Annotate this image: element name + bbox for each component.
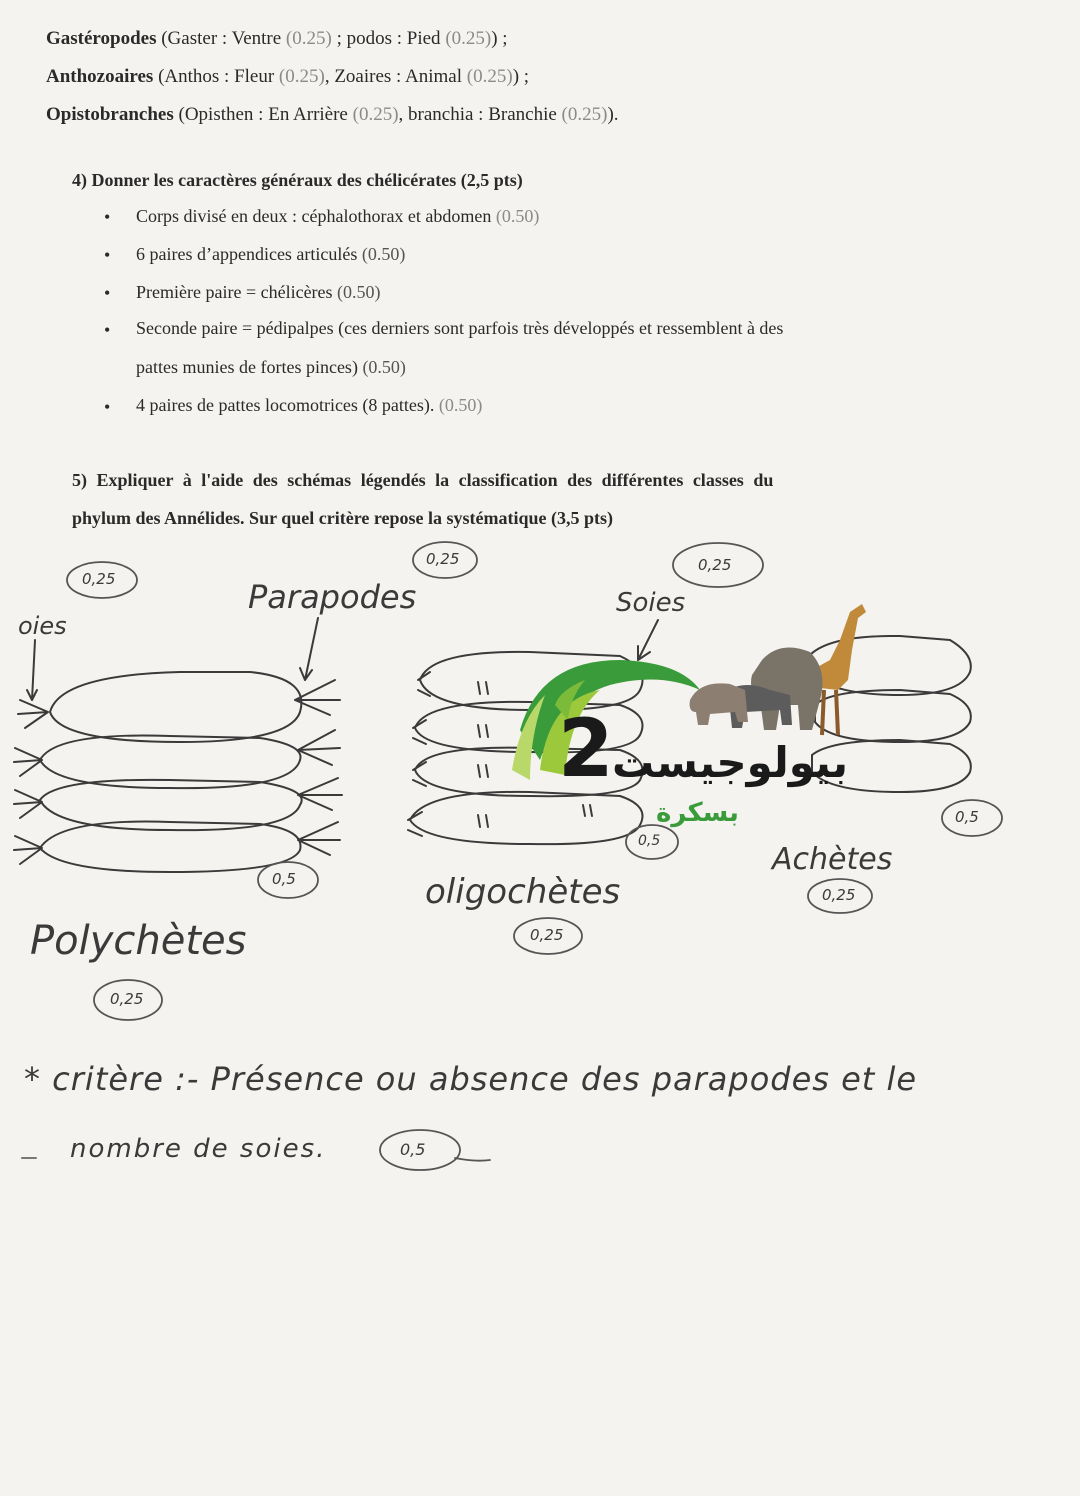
bullet-icon: •	[104, 320, 111, 340]
bullet-icon: •	[104, 397, 111, 417]
score-label: 0,25	[530, 926, 564, 944]
label-parapodes: Parapodes	[248, 578, 417, 616]
score-label: 0,5	[400, 1140, 426, 1159]
score-label: 0,25	[110, 990, 144, 1008]
watermark-arabic-subtitle: بسكرة	[656, 798, 739, 828]
label-polychetes: Polychètes	[30, 918, 247, 964]
animals-icon	[690, 604, 866, 735]
chelicerate-item-1: Corps divisé en deux : céphalothorax et abdomen (0.50)	[136, 206, 540, 226]
score-label: 0,25	[698, 556, 732, 574]
score-label: 0,25	[82, 570, 116, 588]
score-label: 0,25	[426, 550, 460, 568]
watermark-digit: 2	[558, 702, 614, 795]
score-label: 0,5	[272, 870, 296, 888]
question-4-title: 4) Donner les caractères généraux des chélicérates (2,5 pts)	[72, 170, 523, 190]
chelicerate-item-5: 4 paires de pattes locomotrices (8 pattes). (0.50)	[136, 395, 483, 415]
watermark-arabic-title: بيولوجيست	[612, 738, 848, 787]
score-label: 0,5	[638, 833, 661, 849]
label-soies-left: oies	[18, 612, 67, 640]
chelicerate-item-3: Première paire = chélicères (0.50)	[136, 282, 381, 302]
chelicerate-item-4: Seconde paire = pédipalpes (ces derniers sont parfois très développés et ressemblent à des	[136, 318, 784, 338]
question-5-title-line-1: 5) Expliquer à l'aide des schémas légendés la classification des différentes classes du	[72, 470, 774, 490]
label-achetes: Achètes	[772, 842, 893, 877]
bullet-icon: •	[104, 283, 111, 303]
score-label: 0,5	[955, 808, 979, 826]
question-5-title-line-2: phylum des Annélides. Sur quel critère repose la systématique (3,5 pts)	[72, 508, 614, 528]
chelicerate-item-2: 6 paires d’appendices articulés (0.50)	[136, 244, 406, 264]
score-label: 0,25	[822, 886, 856, 904]
label-oligochetes: oligochètes	[425, 872, 621, 912]
criterion-line-2: nombre de soies.	[70, 1134, 327, 1164]
chelicerate-item-4-cont: pattes munies de fortes pinces) (0.50)	[136, 357, 406, 377]
etymology-line-3: Opistobranches (Opisthen : En Arrière (0.25), branchia : Branchie (0.25)).	[46, 104, 619, 125]
label-soies: Soies	[616, 588, 686, 618]
etymology-line-2: Anthozoaires (Anthos : Fleur (0.25), Zoaires : Animal (0.25)) ;	[46, 66, 530, 87]
bullet-icon: •	[104, 245, 111, 265]
criterion-line-1: * critère :- Présence ou absence des parapodes et le	[24, 1060, 918, 1098]
etymology-line-1: Gastéropodes (Gaster : Ventre (0.25) ; podos : Pied (0.25)) ;	[46, 28, 508, 49]
bullet-icon: •	[104, 207, 111, 227]
